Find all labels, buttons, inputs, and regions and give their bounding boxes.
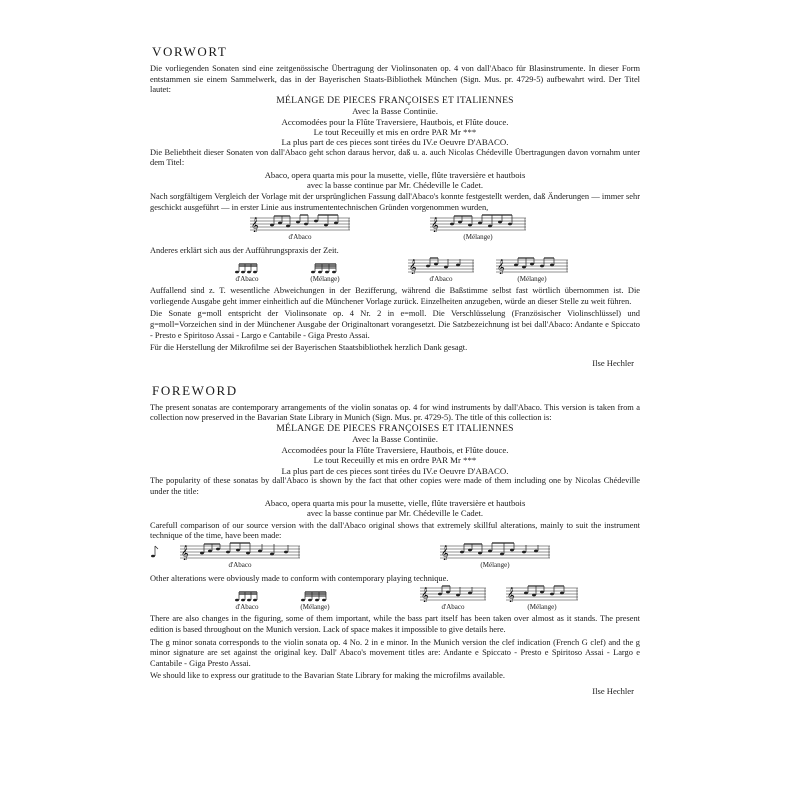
music-staff-icon bbox=[440, 542, 550, 560]
rhythm-figure-icon bbox=[150, 542, 160, 560]
foreword-heading: FOREWORD bbox=[152, 382, 238, 398]
title-line: La plus part de ces pieces sont tirées du IV.e Oeuvre D'ABACO. bbox=[281, 137, 509, 148]
rhythm-figure-icon bbox=[310, 262, 340, 274]
music-example bbox=[310, 262, 340, 283]
subtitle-line: Abaco, opera quarta mis pour la musette, vielle, flûte traversière et hautbois bbox=[264, 170, 526, 180]
svg-text:𝄞: 𝄞 bbox=[431, 217, 439, 232]
title-line: Avec la Basse Continüe. bbox=[352, 434, 438, 445]
caption-melange: (Mélange) bbox=[463, 232, 493, 241]
svg-text:𝄞: 𝄞 bbox=[181, 545, 189, 560]
caption-melange: (Mélange) bbox=[517, 275, 547, 284]
music-example bbox=[234, 590, 260, 611]
foreword-music-examples-1 bbox=[150, 542, 640, 574]
music-example bbox=[300, 590, 330, 611]
title-line: Accomodées pour la Flûte Traversiere, Hautbois, et Flûte douce. bbox=[281, 444, 509, 455]
foreword-paragraph-1: The present sonatas are contemporary arrangements of the violin sonatas op. 4 for wind instruments by dall'Abaco. This version is taken from a collection now preserved in the Bavarian State Library in Munich (Sign. Mus. pr. 4729-5). The title of this collection is: bbox=[150, 402, 640, 423]
subtitle-line: avec la basse continue par Mr. Chédeville le Cadet. bbox=[306, 180, 484, 191]
foreword-signature: Ilse Hechler bbox=[592, 685, 634, 696]
title-line: Le tout Receuilly et mis en ordre PAR Mr *** bbox=[313, 455, 477, 466]
caption-abaco: d'Abaco bbox=[235, 603, 259, 612]
title-line: Accomodées pour la Flûte Traversiere, Hautbois, et Flûte douce. bbox=[281, 116, 509, 127]
foreword-paragraph-6: The g minor sonata corresponds to the violin sonata op. 4 No. 2 in e minor. In the Munich version the clef indication (French G clef) and the g minor signature are set against the original key. Dall' Abaco's movement titles are: Andante e Spiccato - Presto e Spiritoso Assai - Largo e Cantabile - Giga Presto Assai. bbox=[150, 637, 640, 668]
vorwort-heading: VORWORT bbox=[152, 44, 228, 59]
rhythm-figure-icon bbox=[234, 590, 260, 602]
svg-text:𝄞: 𝄞 bbox=[441, 545, 449, 560]
vorwort-music-examples-2 bbox=[150, 256, 640, 286]
svg-text:𝄞: 𝄞 bbox=[409, 260, 417, 275]
caption-abaco: d'Abaco bbox=[441, 603, 465, 612]
title-line: MÉLANGE DE PIECES FRANÇOISES ET ITALIENNES bbox=[276, 94, 514, 106]
music-example bbox=[506, 584, 578, 611]
foreword-paragraph-4: Other alterations were obviously made to conform with contemporary playing technique. bbox=[150, 573, 449, 583]
foreword-paragraph-7: We should like to express our gratitude to the Bavarian State Library for making the microfilms available. bbox=[150, 671, 505, 681]
title-line: MÉLANGE DE PIECES FRANÇOISES ET ITALIENNES bbox=[276, 422, 514, 434]
music-staff-icon bbox=[250, 214, 350, 232]
caption-abaco: d'Abaco bbox=[228, 560, 252, 569]
subtitle-line: avec la basse continue par Mr. Chédeville le Cadet. bbox=[306, 508, 484, 519]
vorwort-paragraph-2: Die Beliebtheit dieser Sonaten von dall'Abaco geht schon daraus hervor, daß u. a. auch Nicolas Chédeville Übertragungen davon vornahm unter dem Titel: bbox=[150, 147, 640, 168]
music-example bbox=[496, 256, 568, 283]
music-example bbox=[440, 542, 550, 569]
vorwort-signature: Ilse Hechler bbox=[592, 357, 634, 368]
vorwort-paragraph-3: Nach sorgfältigem Vergleich der Vorlage mit der ursprünglichen Fassung dall'Abaco's konnte festgestellt werden, daß Änderungen — immer sehr geschickt ausgeführt — in erster Linie aus instrumententechnischen Gründen vorgenommen wurden, bbox=[150, 192, 640, 212]
foreword-paragraph-2: The popularity of these sonatas by dall'Abaco is shown by the fact that other copies were made of them including one by Nicolas Chédeville under the title: bbox=[150, 475, 640, 496]
music-example bbox=[250, 214, 350, 241]
svg-text:𝄞: 𝄞 bbox=[421, 588, 429, 603]
music-staff-icon bbox=[506, 584, 578, 602]
foreword-paragraph-5: There are also changes in the figuring, some of them important, while the bass part itself has been taken over almost as it stands. The present edition is based throughout on the Munich version. Lack of space makes it impossible to give details here. bbox=[150, 614, 640, 634]
music-example bbox=[430, 214, 526, 241]
vorwort-paragraph-1: Die vorliegenden Sonaten sind eine zeitgenössische Übertragung der Violinsonaten op. 4 von dall'Abaco für Blasinstrumente. In dieser Form entstammen sie einem Sammelwerk, das in der Bayerischen Staats-Bibliothek München (Sign. Mus. pr. 4729-5) aufbewahrt wird. Der Titel lautet: bbox=[150, 64, 640, 95]
title-line: Avec la Basse Continüe. bbox=[352, 106, 438, 117]
caption-abaco: d'Abaco bbox=[429, 275, 453, 284]
vorwort-paragraph-7: Für die Herstellung der Mikrofilme sei der Bayerischen Staatsbibliothek herzlich Dank gesagt. bbox=[150, 343, 468, 353]
vorwort-music-examples-1 bbox=[150, 214, 640, 246]
music-example bbox=[420, 584, 486, 611]
music-staff-icon bbox=[496, 256, 568, 274]
foreword-title-block bbox=[150, 424, 640, 476]
music-staff-icon bbox=[430, 214, 526, 232]
caption-abaco: d'Abaco bbox=[288, 232, 312, 241]
svg-text:𝄞: 𝄞 bbox=[251, 217, 259, 232]
vorwort-subtitle-block bbox=[150, 170, 640, 190]
svg-text:𝄞: 𝄞 bbox=[497, 260, 505, 275]
music-staff-icon bbox=[420, 584, 486, 602]
title-line: Le tout Receuilly et mis en ordre PAR Mr *** bbox=[313, 127, 477, 137]
caption-melange: (Mélange) bbox=[310, 275, 340, 284]
preface-page bbox=[150, 44, 640, 696]
foreword-subtitle-block bbox=[150, 498, 640, 518]
music-staff-icon bbox=[180, 542, 300, 560]
vorwort-paragraph-6: Die Sonate g=moll entspricht der Violinsonate op. 4 Nr. 2 in e=moll. Die Verschlüsselung (Französischer Violinschlüssel) und g=moll=Vorzeichen sind in der Münchener Ausgabe der Originaltonart vorangesetzt. Die Satzbezeichnung ist bei dall'Abaco: Andante e Spiccato - Presto e Spiritoso Assai - Largo e Cantabile - Giga Presto Assai. bbox=[150, 309, 640, 340]
rhythm-figure-icon bbox=[300, 590, 330, 602]
foreword-paragraph-3: Carefull comparison of our source version with the dall'Abaco original shows that extremely skillful alterations, mainly to suit the instrument technique of the time, have been made: bbox=[150, 520, 640, 541]
music-staff-icon bbox=[408, 256, 474, 274]
subtitle-line: Abaco, opera quarta mis pour la musette, vielle, flûte traversière et hautbois bbox=[264, 498, 526, 509]
vorwort-paragraph-4: Anderes erklärt sich aus der Aufführungspraxis der Zeit. bbox=[150, 245, 339, 255]
music-example bbox=[180, 542, 300, 569]
music-example bbox=[408, 256, 474, 283]
vorwort-title-block bbox=[150, 96, 640, 148]
rhythm-figure-icon bbox=[234, 262, 260, 274]
music-example bbox=[150, 542, 160, 560]
vorwort-paragraph-5: Auffallend sind z. T. wesentliche Abweichungen in der Bezifferung, während die Baßstimme selbst fast wörtlich übernommen ist. Die vorliegende Ausgabe geht immer einheitlich auf die Münchener Vorlage zurück. Einzelheiten anzugeben, würde an dieser Stelle zu weit führen. bbox=[150, 286, 640, 306]
title-line: La plus part de ces pieces sont tirées du IV.e Oeuvre D'ABACO. bbox=[281, 465, 509, 476]
caption-melange: (Mélange) bbox=[527, 603, 557, 612]
svg-text:𝄞: 𝄞 bbox=[507, 588, 515, 603]
caption-abaco: d'Abaco bbox=[235, 275, 259, 284]
music-example bbox=[234, 262, 260, 283]
caption-melange: (Mélange) bbox=[300, 603, 330, 612]
caption-melange: (Mélange) bbox=[480, 560, 510, 569]
foreword-music-examples-2 bbox=[150, 584, 640, 614]
